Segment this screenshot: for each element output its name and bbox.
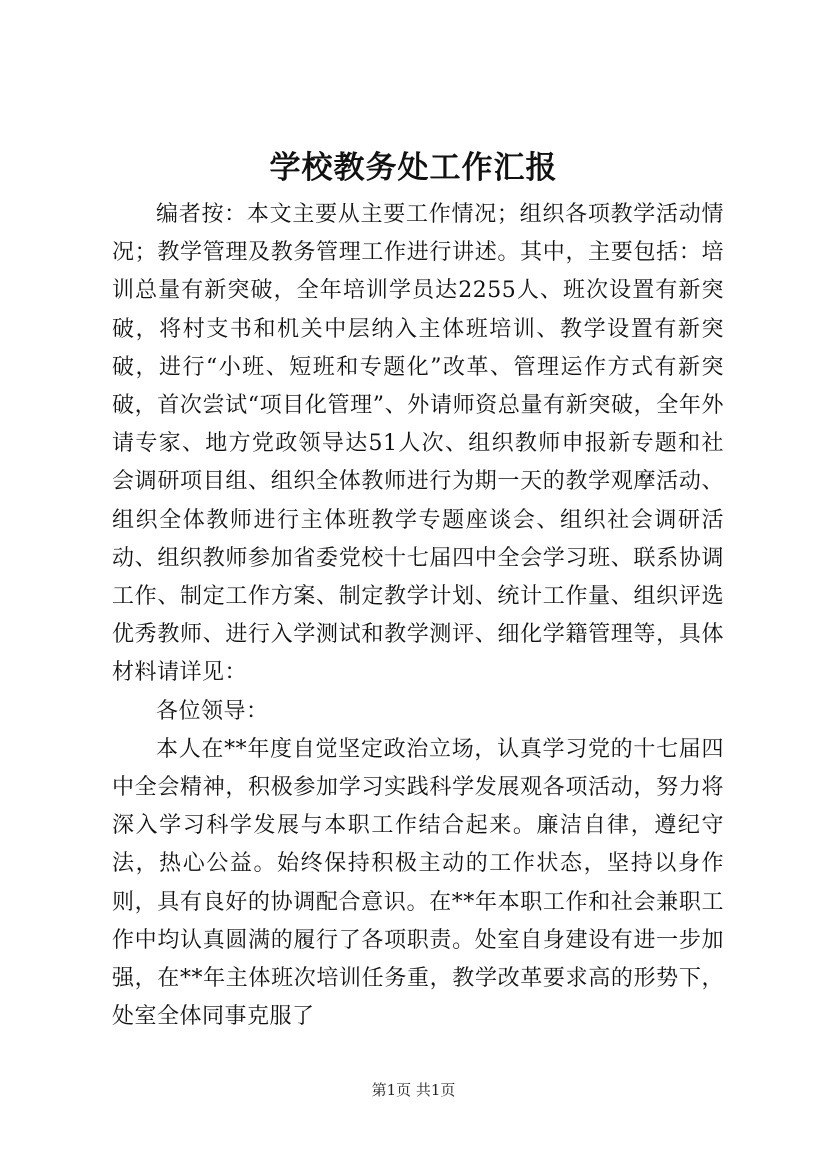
page-footer: 第1页 共1页 <box>371 1081 456 1099</box>
report-paragraph: 本人在**年度自觉坚定政治立场，认真学习党的十七届四中全会精神，积极参加学习实践科学发展观各项活动，努力将深入学习科学发展与本职工作结合起来。廉洁自律，遵纪守法，热心公益。始终保持积极主动的工作状态，坚持以身作则，具有良好的协调配合意识。在**年本职工作和社会兼职工作中均认真圆满的履行了各项职责。处室自身建设有进一步加强，在**年主体班次培训任务重，教学改革要求高的形势下，处室全体同事克服了 <box>112 736 724 1030</box>
editor-note-paragraph: 编者按：本文主要从主要工作情况；组织各项教学活动情况；教学管理及教务管理工作进行讲述。其中，主要包括：培训总量有新突破，全年培训学员达2255人、班次设置有新突破，将村支书和机关中层纳入主体班培训、教学设置有新突破，进行“小班、短班和专题化”改革、管理运作方式有新突破，首次尝试“项目化管理”、外请师资总量有新突破，全年外请专家、地方党政领导达51人次、组织教师申报新专题和社会调研项目组、组织全体教师进行为期一天的教学观摩活动、组织全体教师进行主体班教学专题座谈会、组织社会调研活动、组织教师参加省委党校十七届四中全会学习班、联系协调工作、制定工作方案、制定教学计划、统计工作量、组织评选优秀教师、进行入学测试和教学测评、细化学籍管理等，具体材料请详见： <box>112 202 724 686</box>
salutation-paragraph: 各位领导： <box>156 698 269 724</box>
document-title: 学校教务处工作汇报 <box>269 150 558 186</box>
document-body <box>112 196 724 1036</box>
